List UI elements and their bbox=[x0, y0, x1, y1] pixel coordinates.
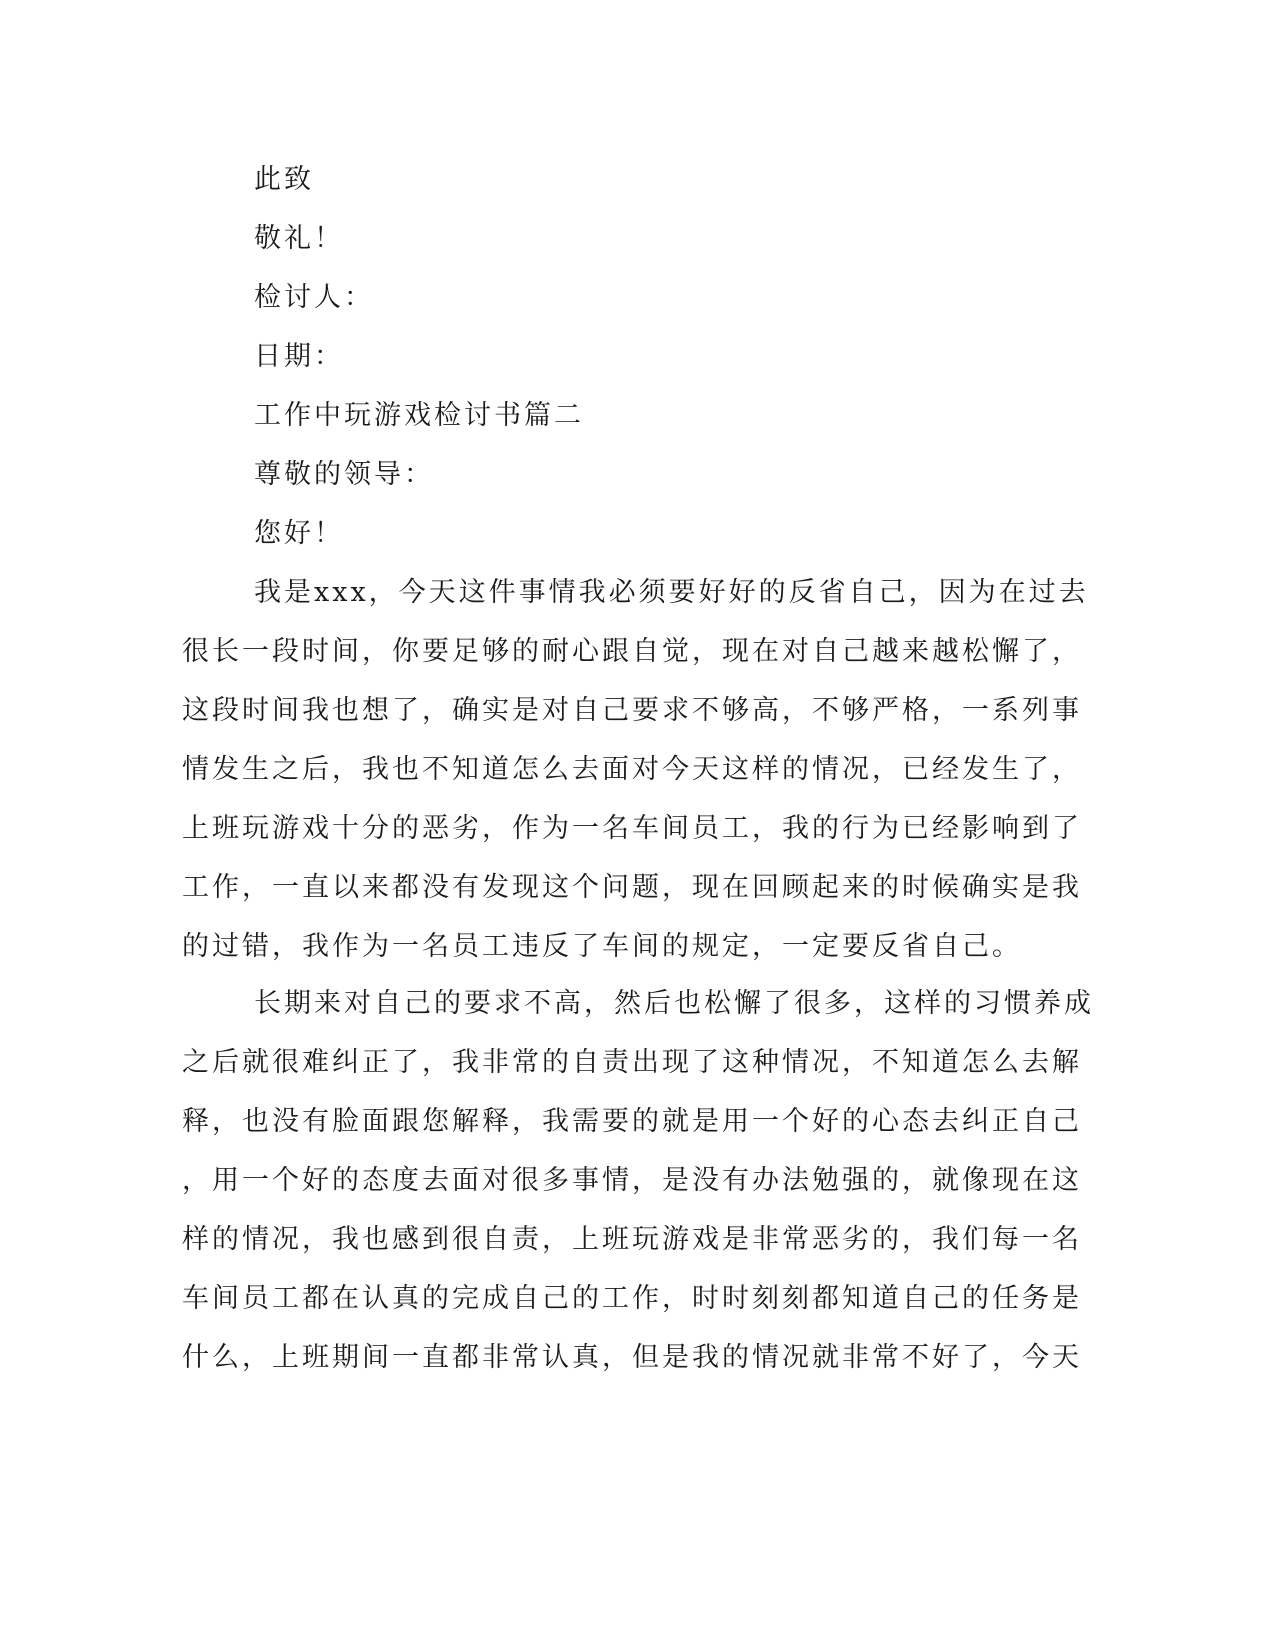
paragraph-line: 之后就很难纠正了，我非常的自责出现了这种情况，不知道怎么去解 bbox=[182, 1047, 1082, 1078]
greeting-recipient: 尊敬的领导： bbox=[254, 459, 434, 490]
closing-regards: 敬礼！ bbox=[254, 223, 344, 254]
paragraph-line: ，用一个好的态度去面对很多事情，是没有办法勉强的，就像现在这 bbox=[182, 1165, 1082, 1196]
paragraph-line: 释，也没有脸面跟您解释，我需要的就是用一个好的心态去纠正自己 bbox=[182, 1106, 1082, 1137]
section-title: 工作中玩游戏检讨书篇二 bbox=[254, 400, 584, 431]
paragraph-line: 什么，上班期间一直都非常认真，但是我的情况就非常不好了，今天 bbox=[182, 1342, 1082, 1373]
paragraph-line: 情发生之后，我也不知道怎么去面对今天这样的情况，已经发生了， bbox=[182, 754, 1082, 785]
paragraph-line: 上班玩游戏十分的恶劣，作为一名车间员工，我的行为已经影响到了 bbox=[182, 813, 1082, 844]
signer-label: 检讨人： bbox=[254, 282, 374, 313]
date-label: 日期： bbox=[254, 341, 344, 372]
closing-salutation: 此致 bbox=[254, 164, 314, 195]
paragraph-line: 车间员工都在认真的完成自己的工作，时时刻刻都知道自己的任务是 bbox=[182, 1283, 1082, 1314]
paragraph-line: 这段时间我也想了，确实是对自己要求不够高，不够严格，一系列事 bbox=[182, 695, 1082, 726]
greeting: 您好！ bbox=[254, 518, 344, 549]
paragraph-line: 工作，一直以来都没有发现这个问题，现在回顾起来的时候确实是我 bbox=[182, 872, 1082, 903]
paragraph-line: 的过错，我作为一名员工违反了车间的规定，一定要反省自己。 bbox=[182, 931, 1022, 962]
paragraph-line: 很长一段时间，你要足够的耐心跟自觉，现在对自己越来越松懈了， bbox=[182, 636, 1082, 667]
paragraph-line: 样的情况，我也感到很自责，上班玩游戏是非常恶劣的，我们每一名 bbox=[182, 1224, 1082, 1255]
paragraph-line: 长期来对自己的要求不高，然后也松懈了很多，这样的习惯养成 bbox=[254, 988, 1094, 1019]
paragraph-line: 我是xxx，今天这件事情我必须要好好的反省自己，因为在过去 bbox=[254, 577, 1089, 608]
